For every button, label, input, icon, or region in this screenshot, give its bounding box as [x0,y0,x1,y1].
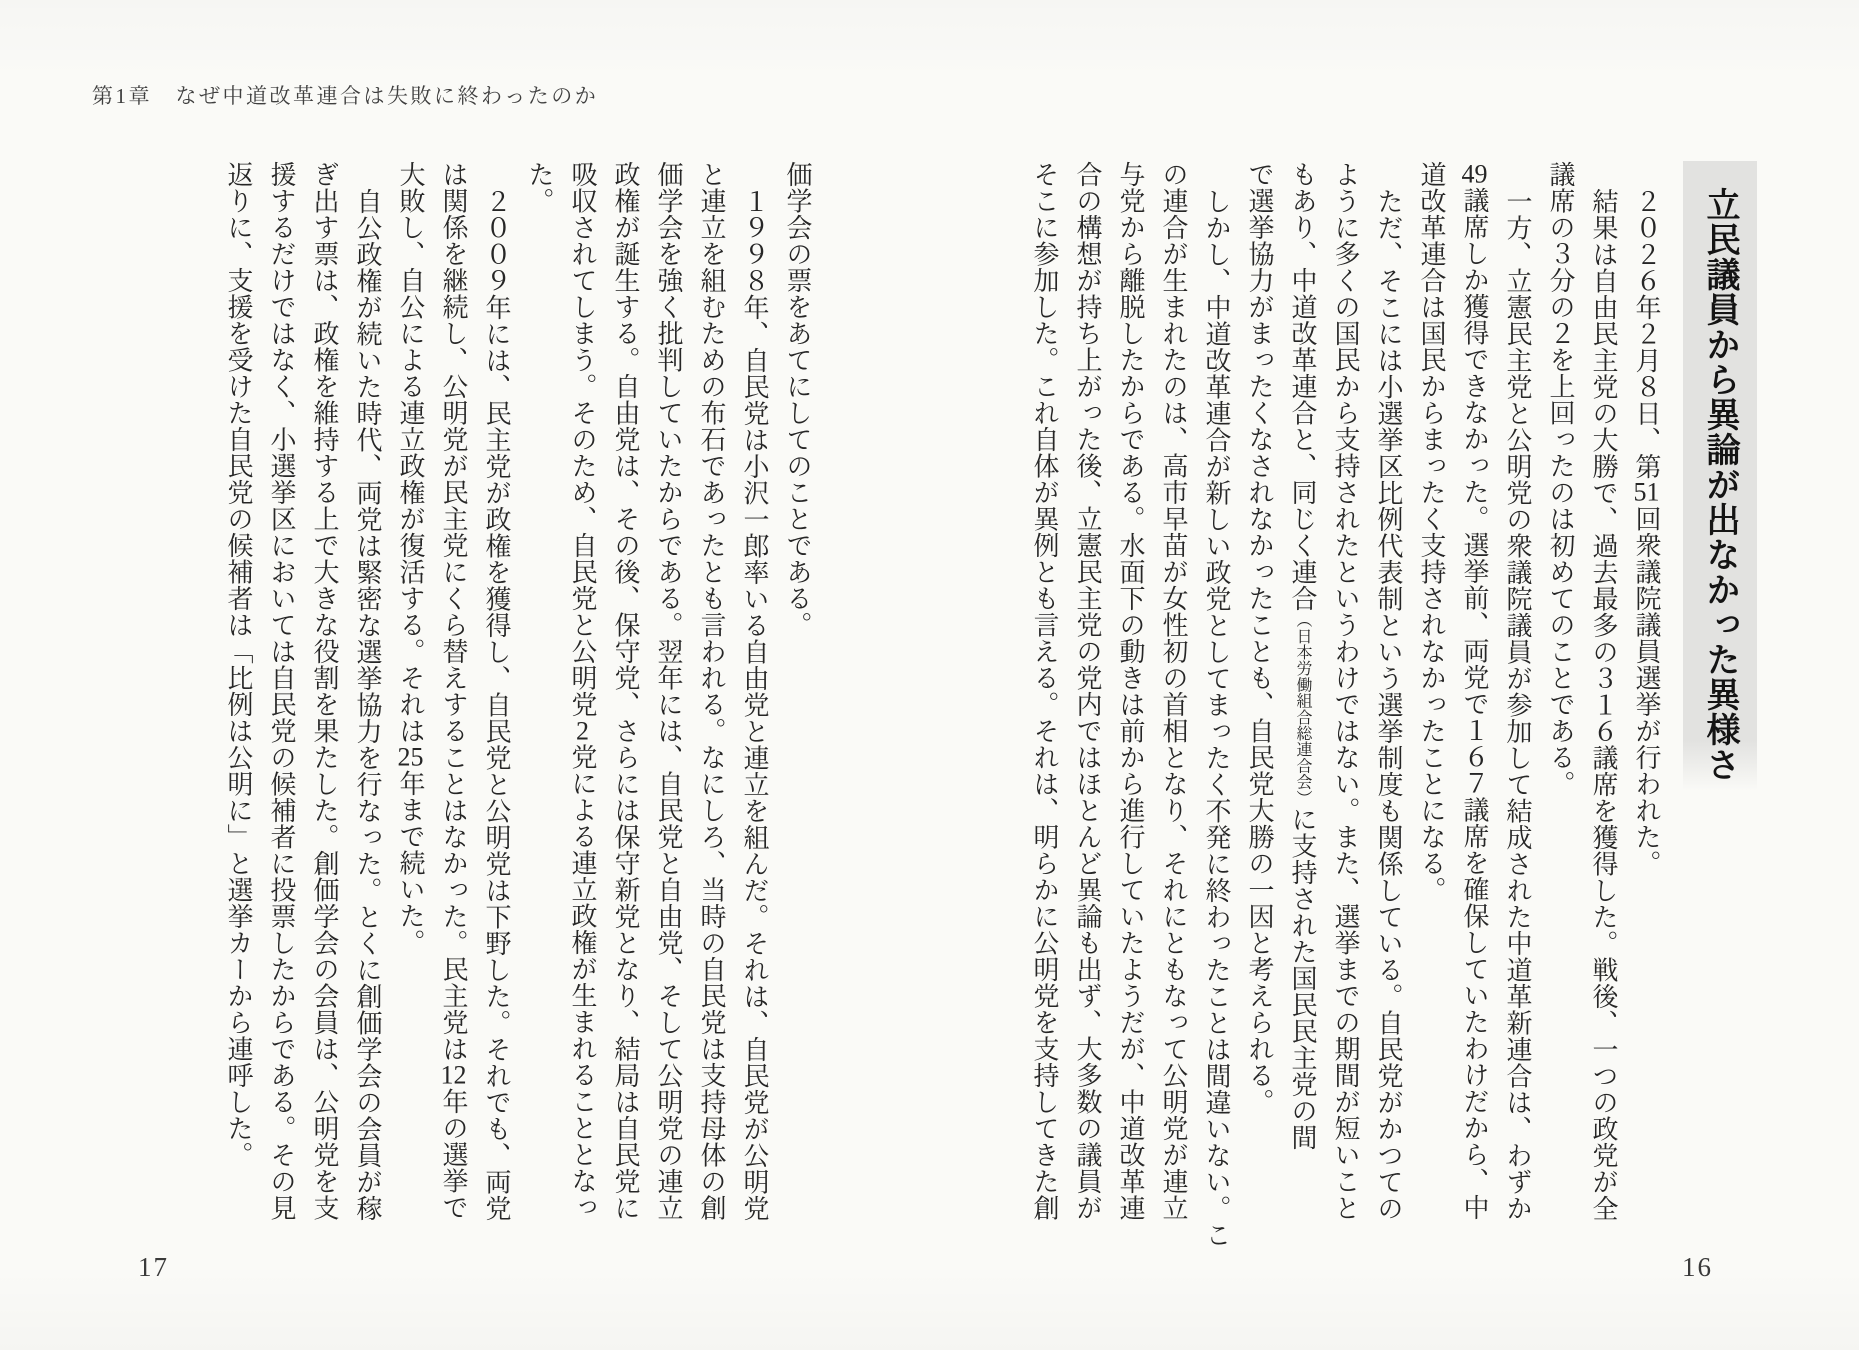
text-column [1590,161,1616,1221]
page-number-16: 16 [1682,1252,1713,1282]
text-run: 党による連立政権が生まれることとなっ [568,743,597,1221]
text-run: た。 [525,161,554,214]
text-run: 道改革連合は国民からまったく支持されなかったことになる。 [1417,161,1446,903]
tatechuyoko-number: 12 [440,1062,467,1088]
text-run: 回衆議院議員選挙が行われた。 [1632,505,1661,876]
text-run: ただ、そこには小選挙区比例代表制という選挙制度も関係している。自民党がかつての [1374,187,1403,1221]
text-run: 与党から離脱したからである。水面下の動きは前から進行していたようだが、中道改革連 [1116,161,1145,1221]
text-column [1547,161,1573,797]
text-column [784,161,810,638]
text-column [698,161,724,1221]
text-column [1332,161,1358,1221]
text-column [655,161,681,1221]
text-run: ように多くの国民から支持されたというわけではない。また、選挙までの期間が短いこと [1331,161,1360,1221]
text-run: 価学会を強く批判していたからである。翌年には、自民党と自由党、そして公明党の連立 [654,161,683,1221]
text-run: 年の選挙で [439,1088,468,1221]
tatechuyoko-number: 49 [1461,161,1488,187]
text-run: １９９８年、自民党は小沢一郎率いる自由党と連立を組んだ。それは、自民党が公明党 [740,187,769,1221]
text-column [354,161,380,1221]
inline-small-parenthetical: （日本労働組合総連合会） [1294,611,1311,806]
tatechuyoko-number: 51 [1633,479,1660,505]
text-column [1504,161,1530,1221]
text-run: 一方、立憲民主党と公明党の衆議院議員が参加して結成された中道革新連合は、わずか [1503,187,1532,1221]
text-run: 年まで続いた。 [396,770,425,956]
text-run: ぎ出す票は、政権を維持する上で大きな役割を果たした。創価学会の会員は、公明党を支 [310,161,339,1221]
text-column [225,161,251,1168]
text-column [1160,161,1186,1221]
text-run: 結果は自由民主党の大勝で、過去最多の３１６議席を獲得した。戦後、一つの政党が全 [1589,187,1618,1221]
text-run: 合の構想が持ち上がった後、立憲民主党の党内ではほとんど異論も出ず、大多数の議員が [1073,161,1102,1221]
text-run: 議席の３分の２を上回ったのは初めてのことである。 [1546,161,1575,797]
text-column [1461,161,1487,1221]
text-run: そこに参加した。これ自体が異例とも言える。それは、明らかに公明党を支持してきた創 [1030,161,1059,1221]
text-column [1633,161,1659,876]
text-run: しかし、中道改革連合が新しい政党としてまったく不発に終わったことは間違いない。こ [1202,187,1231,1248]
text-run: もあり、中道改革連合と、同じく連合 [1288,161,1317,612]
page-number-17: 17 [138,1252,169,1282]
text-column [268,161,294,1221]
text-column [1074,161,1100,1221]
page-17-body-text [225,161,810,1221]
text-column [311,161,337,1221]
text-column [1418,161,1444,903]
page-16-body-text [1031,161,1659,1248]
text-run: 返りに、支援を受けた自民党の候補者は「比例は公明に」と選挙カーから連呼した。 [224,161,253,1168]
section-heading: 立民議員から異論が出なかった異様さ [1701,187,1739,782]
tatechuyoko-number: 25 [397,744,424,770]
text-column [1289,161,1315,1150]
text-run: は関係を継続し、公明党が民主党にくら替えすることはなかった。民主党は [439,161,468,1062]
text-run: の連合が生まれたのは、高市早苗が女性初の首相となり、それにともなって公明党が連立 [1159,161,1188,1221]
text-run: で選挙協力がまったくなされなかったことも、自民党大勝の一因と考えられる。 [1245,161,1274,1115]
text-column [397,161,423,956]
text-run: 自公政権が続いた時代、両党は緊密な選挙協力を行なった。とくに創価学会の会員が稼 [353,187,382,1221]
text-column [526,161,552,214]
text-column [741,161,767,1221]
text-run: 議席しか獲得できなかった。選挙前、両党で１６７議席を確保していたわけだから、中 [1460,187,1489,1221]
text-column [1203,161,1229,1248]
text-column [1375,161,1401,1221]
text-column [612,161,638,1221]
text-run: 大敗し、自公による連立政権が復活する。それは [396,161,425,744]
section-heading-band [1683,161,1757,791]
text-run: ２００９年には、民主党が政権を獲得し、自民党と公明党は下野した。それでも、両党 [482,187,511,1221]
tatechuyoko-number: 2 [576,717,589,744]
text-column [1246,161,1272,1115]
text-run: 価学会の票をあてにしてのことである。 [783,161,812,638]
text-run: 吸収されてしまう。そのため、自民党と公明党 [568,161,597,718]
text-run: に支持された国民民主党の間 [1288,805,1317,1151]
text-column [569,161,595,1221]
text-column [1031,161,1057,1221]
text-run: 援するだけではなく、小選挙区においては自民党の候補者に投票したからである。その見 [267,161,296,1221]
text-column [1117,161,1143,1221]
text-run: と連立を組むための布石であったとも言われる。なにしろ、当時の自民党は支持母体の創 [697,161,726,1221]
text-run: ２０２６年２月８日、第 [1632,187,1661,479]
text-run: 政権が誕生する。自由党は、その後、保守党、さらには保守新党となり、結局は自民党に [611,161,640,1221]
text-column [440,161,466,1221]
running-header-chapter-title: 第1章 なぜ中道改革連合は失敗に終わったのか [92,84,599,108]
text-column [483,161,509,1221]
